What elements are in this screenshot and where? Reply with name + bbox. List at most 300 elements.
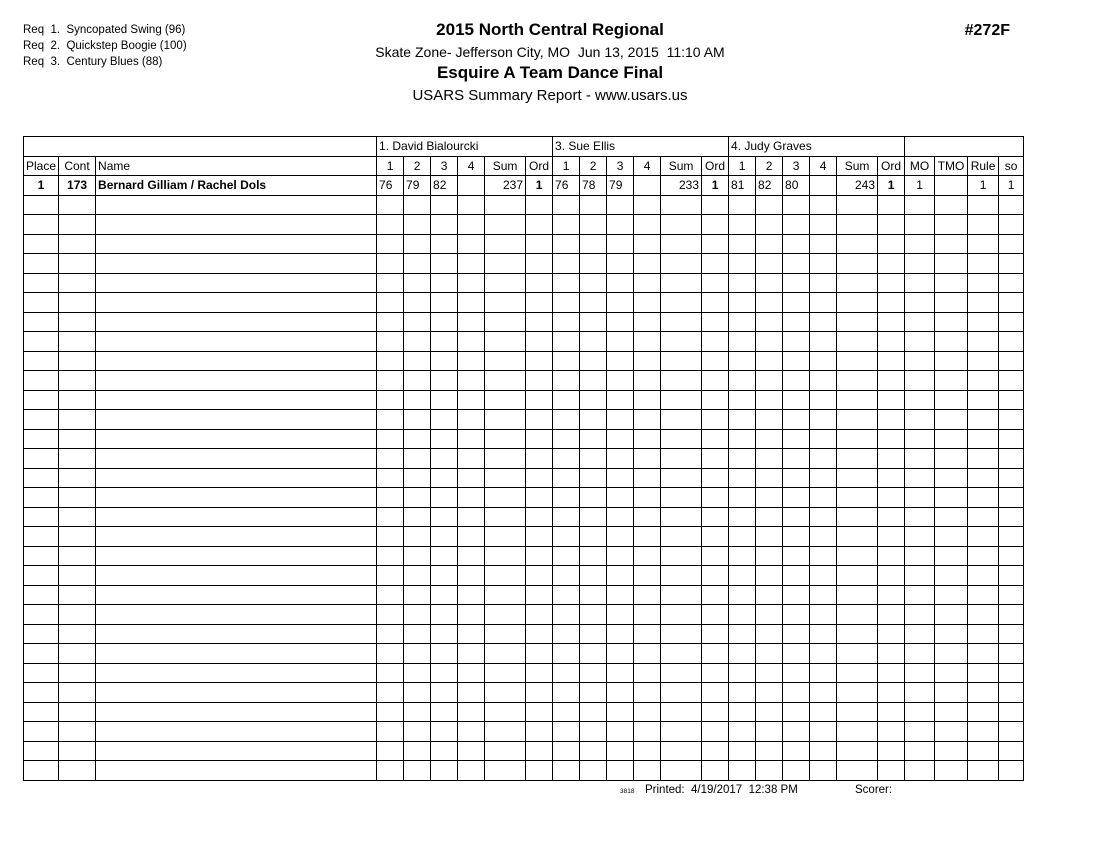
judge-name: 1. David Bialourcki (377, 137, 553, 157)
sum-cell (837, 741, 878, 761)
sum-cell (837, 644, 878, 664)
empty-row (24, 449, 1024, 469)
judge-score-cell (756, 644, 783, 664)
tmo-cell (935, 332, 968, 352)
column-header: Name (96, 156, 377, 176)
empty-row (24, 546, 1024, 566)
rule-cell (968, 644, 999, 664)
judge-score-cell (553, 741, 580, 761)
place-cell (24, 741, 59, 761)
judge-score-cell (377, 624, 404, 644)
sum-cell (661, 546, 702, 566)
mo-cell (905, 293, 935, 313)
judge-score-cell (377, 312, 404, 332)
ordinal-cell (526, 488, 553, 508)
judge-score-cell (553, 332, 580, 352)
sum-cell (485, 351, 526, 371)
judge-score-cell (729, 722, 756, 742)
place-cell (24, 254, 59, 274)
judge-score-cell (458, 624, 485, 644)
contestant-number-cell (59, 273, 96, 293)
mo-cell (905, 468, 935, 488)
judge-score-cell (377, 332, 404, 352)
contestant-number-cell (59, 468, 96, 488)
judge-score-cell (377, 254, 404, 274)
judge-score-cell (607, 605, 634, 625)
contestant-number-cell (59, 293, 96, 313)
judge-score-cell (580, 468, 607, 488)
contestant-number-cell (59, 254, 96, 274)
sum-cell (837, 546, 878, 566)
sum-cell: 243 (837, 176, 878, 196)
judge-score-cell (634, 605, 661, 625)
judge-score-cell (553, 254, 580, 274)
judge-score-cell (404, 566, 431, 586)
judge-score-cell (607, 371, 634, 391)
judge-score-cell (783, 527, 810, 547)
report-type-line: USARS Summary Report - www.usars.us (412, 87, 688, 104)
judge-score-cell (458, 293, 485, 313)
judge-score-cell (756, 390, 783, 410)
rule-cell (968, 449, 999, 469)
tmo-cell (935, 293, 968, 313)
judge-score-cell (729, 312, 756, 332)
tmo-cell (935, 566, 968, 586)
judge-score-cell (756, 449, 783, 469)
judge-score-cell (377, 293, 404, 313)
judge-score-cell (404, 195, 431, 215)
contestant-number-cell (59, 566, 96, 586)
empty-row (24, 605, 1024, 625)
mo-cell (905, 761, 935, 781)
venue-date-line: Skate Zone- Jefferson City, MO Jun 13, 2015 11:10 AM (375, 44, 725, 60)
sum-cell (485, 488, 526, 508)
judge-score-cell (404, 390, 431, 410)
skater-name-cell (96, 351, 377, 371)
ordinal-cell (878, 234, 905, 254)
judge-score-cell (553, 215, 580, 235)
contestant-number-cell (59, 234, 96, 254)
skater-name-cell (96, 195, 377, 215)
sum-cell (485, 527, 526, 547)
judge-score-cell (377, 468, 404, 488)
judge-score-cell (431, 527, 458, 547)
ordinal-cell (526, 722, 553, 742)
place-cell (24, 468, 59, 488)
contestant-number-cell (59, 722, 96, 742)
sum-cell (661, 449, 702, 469)
judge-score-cell (634, 332, 661, 352)
sum-cell (661, 605, 702, 625)
judge-score-cell (580, 488, 607, 508)
sum-cell (661, 507, 702, 527)
ordinal-cell (878, 195, 905, 215)
mo-cell (905, 585, 935, 605)
ordinal-cell (526, 761, 553, 781)
empty-row (24, 371, 1024, 391)
column-header: 2 (756, 156, 783, 176)
empty-row (24, 644, 1024, 664)
requirement-line: Req 3. Century Blues (88) (23, 56, 163, 68)
judge-score-cell (729, 195, 756, 215)
judge-score-cell (404, 507, 431, 527)
ordinal-cell (526, 234, 553, 254)
empty-row (24, 683, 1024, 703)
judge-score-cell (580, 332, 607, 352)
judge-score-cell (756, 488, 783, 508)
sum-cell (661, 741, 702, 761)
sum-cell (837, 624, 878, 644)
judge-score-cell (458, 449, 485, 469)
skater-name-cell (96, 663, 377, 683)
judge-score-cell (607, 663, 634, 683)
place-cell (24, 624, 59, 644)
judge-score-cell (553, 566, 580, 586)
judge-score-cell (783, 566, 810, 586)
judge-score-cell (634, 429, 661, 449)
column-header: 4 (458, 156, 485, 176)
contestant-number-cell (59, 644, 96, 664)
judge-score-cell (431, 702, 458, 722)
judge-score-cell (729, 702, 756, 722)
place-cell (24, 195, 59, 215)
judge-score-cell (783, 683, 810, 703)
sum-cell (485, 449, 526, 469)
judge-score-cell (431, 683, 458, 703)
judge-score-cell (783, 663, 810, 683)
judge-score-cell (553, 644, 580, 664)
column-header: TMO (935, 156, 968, 176)
judge-score-cell (404, 761, 431, 781)
rule-cell (968, 585, 999, 605)
so-cell (999, 527, 1024, 547)
judge-score-cell (756, 234, 783, 254)
judge-score-cell (783, 468, 810, 488)
judge-score-cell (404, 663, 431, 683)
ordinal-cell (702, 195, 729, 215)
sum-cell (837, 332, 878, 352)
tmo-cell (935, 683, 968, 703)
skater-name-cell (96, 488, 377, 508)
judge-score-cell (756, 585, 783, 605)
judge-score-cell (634, 410, 661, 430)
judge-score-cell (404, 332, 431, 352)
judge-score-cell (553, 371, 580, 391)
judge-score-cell (553, 351, 580, 371)
skater-name-cell (96, 371, 377, 391)
judge-score-cell (431, 507, 458, 527)
judge-score-cell (729, 234, 756, 254)
judge-score-cell (634, 254, 661, 274)
sum-cell (485, 371, 526, 391)
judge-score-cell (607, 351, 634, 371)
judge-score-cell (377, 605, 404, 625)
judge-score-cell (377, 546, 404, 566)
sum-cell (837, 390, 878, 410)
skater-name-cell (96, 683, 377, 703)
judge-score-cell (810, 351, 837, 371)
judge-score-cell (607, 722, 634, 742)
judge-score-cell (634, 351, 661, 371)
skater-name-cell (96, 254, 377, 274)
tmo-cell (935, 527, 968, 547)
judge-score-cell (634, 741, 661, 761)
ordinal-cell (526, 429, 553, 449)
judge-score-cell (431, 371, 458, 391)
judge-score-cell (580, 722, 607, 742)
mo-cell (905, 390, 935, 410)
mo-cell (905, 254, 935, 274)
judge-score-cell (431, 488, 458, 508)
rule-cell (968, 215, 999, 235)
skater-name-cell (96, 585, 377, 605)
judge-score-cell (607, 410, 634, 430)
skater-name-cell (96, 624, 377, 644)
judge-score-cell (634, 449, 661, 469)
judge-score-cell (377, 683, 404, 703)
judge-score-cell (377, 644, 404, 664)
scorer-label: Scorer: (855, 784, 893, 796)
mo-cell (905, 488, 935, 508)
judge-score-cell (431, 234, 458, 254)
judge-score-cell (729, 761, 756, 781)
judge-score-cell (729, 663, 756, 683)
judge-score-cell (810, 546, 837, 566)
so-cell (999, 195, 1024, 215)
sum-cell (837, 215, 878, 235)
sum-cell (661, 254, 702, 274)
ordinal-cell (702, 527, 729, 547)
tmo-cell (935, 722, 968, 742)
judge-score-cell (377, 761, 404, 781)
rule-cell (968, 566, 999, 586)
skater-name-cell (96, 429, 377, 449)
rule-cell (968, 390, 999, 410)
judge-score-cell (580, 546, 607, 566)
tmo-cell (935, 215, 968, 235)
skater-name-cell (96, 293, 377, 313)
judge-score-cell (458, 273, 485, 293)
judge-score-cell (580, 254, 607, 274)
judge-header-spacer (905, 137, 1024, 157)
judge-score-cell (404, 644, 431, 664)
judge-score-cell (810, 624, 837, 644)
skater-name-cell (96, 546, 377, 566)
ordinal-cell (702, 663, 729, 683)
ordinal-cell (878, 429, 905, 449)
ordinal-cell (878, 488, 905, 508)
tmo-cell (935, 351, 968, 371)
judge-score-cell (553, 527, 580, 547)
ordinal-cell (526, 566, 553, 586)
judge-score-cell (783, 332, 810, 352)
place-cell (24, 644, 59, 664)
sum-cell: 233 (661, 176, 702, 196)
ordinal-cell (526, 527, 553, 547)
judge-score-cell (783, 546, 810, 566)
judge-score-cell (553, 702, 580, 722)
judge-score-cell (580, 234, 607, 254)
place-cell (24, 429, 59, 449)
sum-cell (837, 468, 878, 488)
so-cell (999, 605, 1024, 625)
judge-score-cell (377, 215, 404, 235)
result-row (24, 176, 1024, 196)
skater-name-cell (96, 527, 377, 547)
so-cell (999, 234, 1024, 254)
rule-cell (968, 488, 999, 508)
so-cell (999, 546, 1024, 566)
mo-cell (905, 371, 935, 391)
judge-score-cell (553, 683, 580, 703)
rule-cell (968, 410, 999, 430)
contestant-number-cell (59, 507, 96, 527)
column-header: 1 (729, 156, 756, 176)
sum-cell (661, 722, 702, 742)
judge-score-cell (634, 312, 661, 332)
tmo-cell (935, 644, 968, 664)
sum-cell (661, 234, 702, 254)
ordinal-cell (878, 722, 905, 742)
judge-score-cell (553, 429, 580, 449)
judge-score-cell (458, 644, 485, 664)
ordinal-cell (526, 546, 553, 566)
ordinal-cell (526, 683, 553, 703)
mo-cell (905, 234, 935, 254)
ordinal-cell (526, 741, 553, 761)
empty-row (24, 722, 1024, 742)
contestant-number-cell (59, 702, 96, 722)
judge-score-cell (729, 371, 756, 391)
ordinal-cell (702, 234, 729, 254)
empty-row (24, 332, 1024, 352)
ordinal-cell: 1 (526, 176, 553, 196)
skater-name-cell (96, 702, 377, 722)
judge-score-cell (607, 527, 634, 547)
so-cell (999, 741, 1024, 761)
ordinal-cell (702, 722, 729, 742)
judge-score-cell (634, 527, 661, 547)
judge-score-cell (553, 273, 580, 293)
judge-score-cell (810, 722, 837, 742)
skater-name-cell (96, 332, 377, 352)
rule-cell (968, 605, 999, 625)
sum-cell (485, 195, 526, 215)
ordinal-cell (702, 488, 729, 508)
empty-row (24, 507, 1024, 527)
judge-score-cell (404, 371, 431, 391)
sum-cell (837, 507, 878, 527)
judge-score-cell (729, 741, 756, 761)
judge-score-cell (431, 605, 458, 625)
skater-name-cell (96, 273, 377, 293)
judge-score-cell (756, 507, 783, 527)
judge-score-cell (431, 273, 458, 293)
sum-cell (661, 761, 702, 781)
ordinal-cell (878, 293, 905, 313)
mo-cell (905, 410, 935, 430)
sum-cell (661, 273, 702, 293)
empty-row (24, 410, 1024, 430)
place-cell (24, 663, 59, 683)
judge-score-cell (634, 507, 661, 527)
sum-cell (485, 468, 526, 488)
judge-score-cell (553, 449, 580, 469)
judge-score-cell (729, 410, 756, 430)
judge-score-cell (553, 488, 580, 508)
judge-score-cell (404, 234, 431, 254)
empty-row (24, 741, 1024, 761)
judge-score-cell (783, 741, 810, 761)
contestant-number-cell (59, 429, 96, 449)
skater-name-cell (96, 566, 377, 586)
judge-score-cell (607, 273, 634, 293)
judge-score-cell (580, 644, 607, 664)
judge-score-cell (607, 761, 634, 781)
sum-cell (661, 429, 702, 449)
ordinal-cell (702, 585, 729, 605)
sum-cell (661, 585, 702, 605)
place-cell (24, 273, 59, 293)
judge-score-cell (431, 332, 458, 352)
ordinal-cell (526, 605, 553, 625)
judge-score-cell (634, 585, 661, 605)
judge-score-cell (377, 273, 404, 293)
mo-cell (905, 527, 935, 547)
judge-score-cell (431, 195, 458, 215)
empty-row (24, 761, 1024, 781)
judge-score-cell (458, 683, 485, 703)
judge-score-cell (607, 195, 634, 215)
judge-score-cell (783, 351, 810, 371)
place-cell (24, 527, 59, 547)
judge-score-cell (458, 332, 485, 352)
skater-name-cell (96, 234, 377, 254)
place-cell (24, 566, 59, 586)
judge-score-cell (553, 390, 580, 410)
ordinal-cell (878, 410, 905, 430)
place-cell (24, 371, 59, 391)
judge-score-cell (783, 312, 810, 332)
ordinal-cell (702, 683, 729, 703)
judge-score-cell (458, 234, 485, 254)
ordinal-cell (878, 761, 905, 781)
judge-score-cell (580, 761, 607, 781)
judge-score-cell (580, 195, 607, 215)
empty-row (24, 390, 1024, 410)
ordinal-cell (878, 741, 905, 761)
judge-score-cell (431, 644, 458, 664)
judge-score-cell (607, 215, 634, 235)
judge-score-cell (553, 293, 580, 313)
judge-score-cell (634, 722, 661, 742)
judge-score-cell (810, 273, 837, 293)
judge-score-cell (756, 215, 783, 235)
tmo-cell (935, 663, 968, 683)
sum-cell (837, 429, 878, 449)
judge-score-cell: 79 (404, 176, 431, 196)
judge-score-cell (404, 410, 431, 430)
tmo-cell (935, 741, 968, 761)
judge-score-cell (810, 390, 837, 410)
tmo-cell (935, 449, 968, 469)
judge-score-cell (810, 449, 837, 469)
rule-cell (968, 663, 999, 683)
judge-score-cell (810, 215, 837, 235)
rule-cell (968, 468, 999, 488)
so-cell (999, 332, 1024, 352)
judge-score-cell (783, 761, 810, 781)
